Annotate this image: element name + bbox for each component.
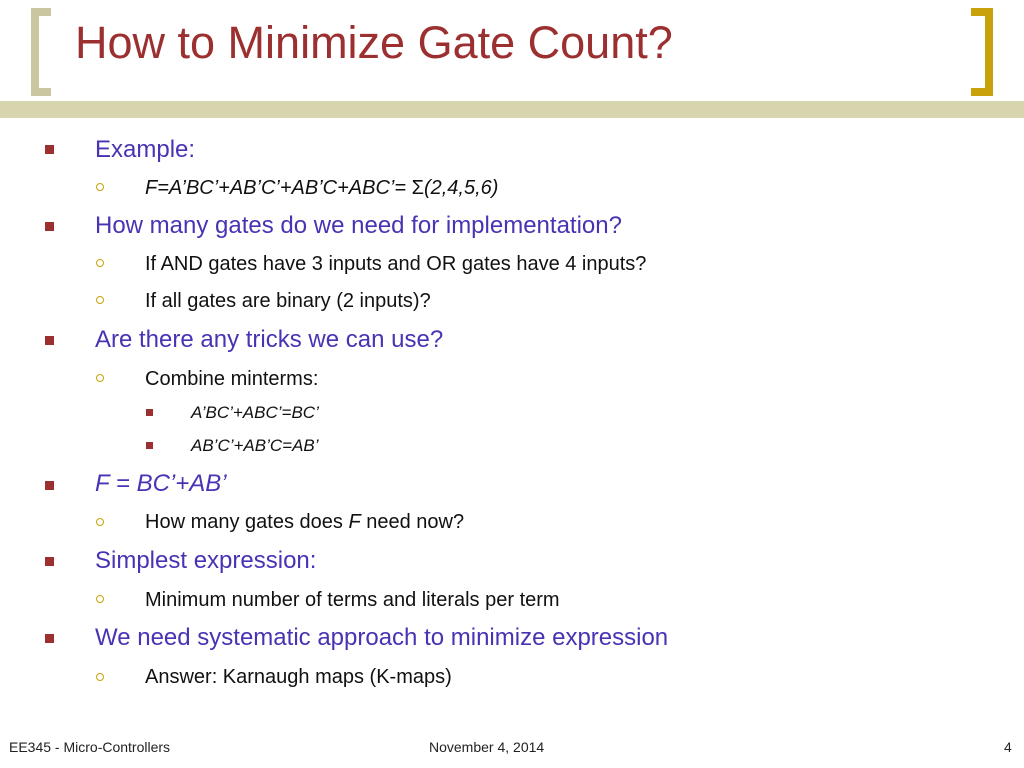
bullet-systematic-approach: We need systematic approach to minimize expression <box>95 624 669 651</box>
minterm-list: (2,4,5,6) <box>423 177 499 199</box>
sub-bullet-minimum-terms: Minimum number of terms and literals per term <box>145 589 560 611</box>
footer-page-number: 4 <box>1004 739 1012 755</box>
square-bullet-icon <box>45 634 54 643</box>
sub-bullet-and-or-gates: If AND gates have 3 inputs and OR gates have 4 inputs? <box>145 253 647 275</box>
bullet-simplest-expression: Simplest expression: <box>95 547 317 574</box>
sub-bullet-binary-gates: If all gates are binary (2 inputs)? <box>145 290 431 312</box>
minterm-combination-2: AB’C’+AB’C=AB’ <box>191 436 319 455</box>
ring-bullet-icon <box>96 595 104 603</box>
square-bullet-icon <box>45 336 54 345</box>
footer-date: November 4, 2014 <box>429 739 545 755</box>
sub-bullet-function <box>145 178 498 198</box>
bullet-example: Example: <box>95 136 196 163</box>
sub-bullet-gates-now <box>145 512 464 532</box>
ring-bullet-icon <box>96 374 104 382</box>
function-variable: F <box>348 511 361 533</box>
square-bullet-icon <box>146 442 153 449</box>
gates-now-text-start: How many gates does <box>145 511 349 533</box>
ring-bullet-icon <box>96 673 104 681</box>
slide-title: How to Minimize Gate Count? <box>75 17 673 68</box>
square-bullet-icon <box>45 145 54 154</box>
sub-bullet-karnaugh-maps: Answer: Karnaugh maps (K-maps) <box>145 666 452 688</box>
square-bullet-icon <box>45 222 54 231</box>
square-bullet-icon <box>45 557 54 566</box>
square-bullet-icon <box>146 409 153 416</box>
function-expression: F=A’BC’+AB’C’+AB’C+ABC’= <box>145 177 407 199</box>
sub-bullet-combine-minterms: Combine minterms: <box>145 368 319 390</box>
ring-bullet-icon <box>96 259 104 267</box>
bullet-tricks: Are there any tricks we can use? <box>95 326 444 353</box>
minterm-combination-1: A’BC’+ABC’=BC’ <box>191 403 319 422</box>
bullet-simplified-function: F = BC’+AB’ <box>95 470 227 497</box>
ring-bullet-icon <box>96 296 104 304</box>
ring-bullet-icon <box>96 183 104 191</box>
ring-bullet-icon <box>96 518 104 526</box>
bullet-how-many-gates: How many gates do we need for implementation? <box>95 212 622 239</box>
sigma-symbol: Σ <box>406 177 424 199</box>
gates-now-text-end: need now? <box>360 511 465 533</box>
square-bullet-icon <box>45 481 54 490</box>
footer-course: EE345 - Micro-Controllers <box>9 739 171 755</box>
